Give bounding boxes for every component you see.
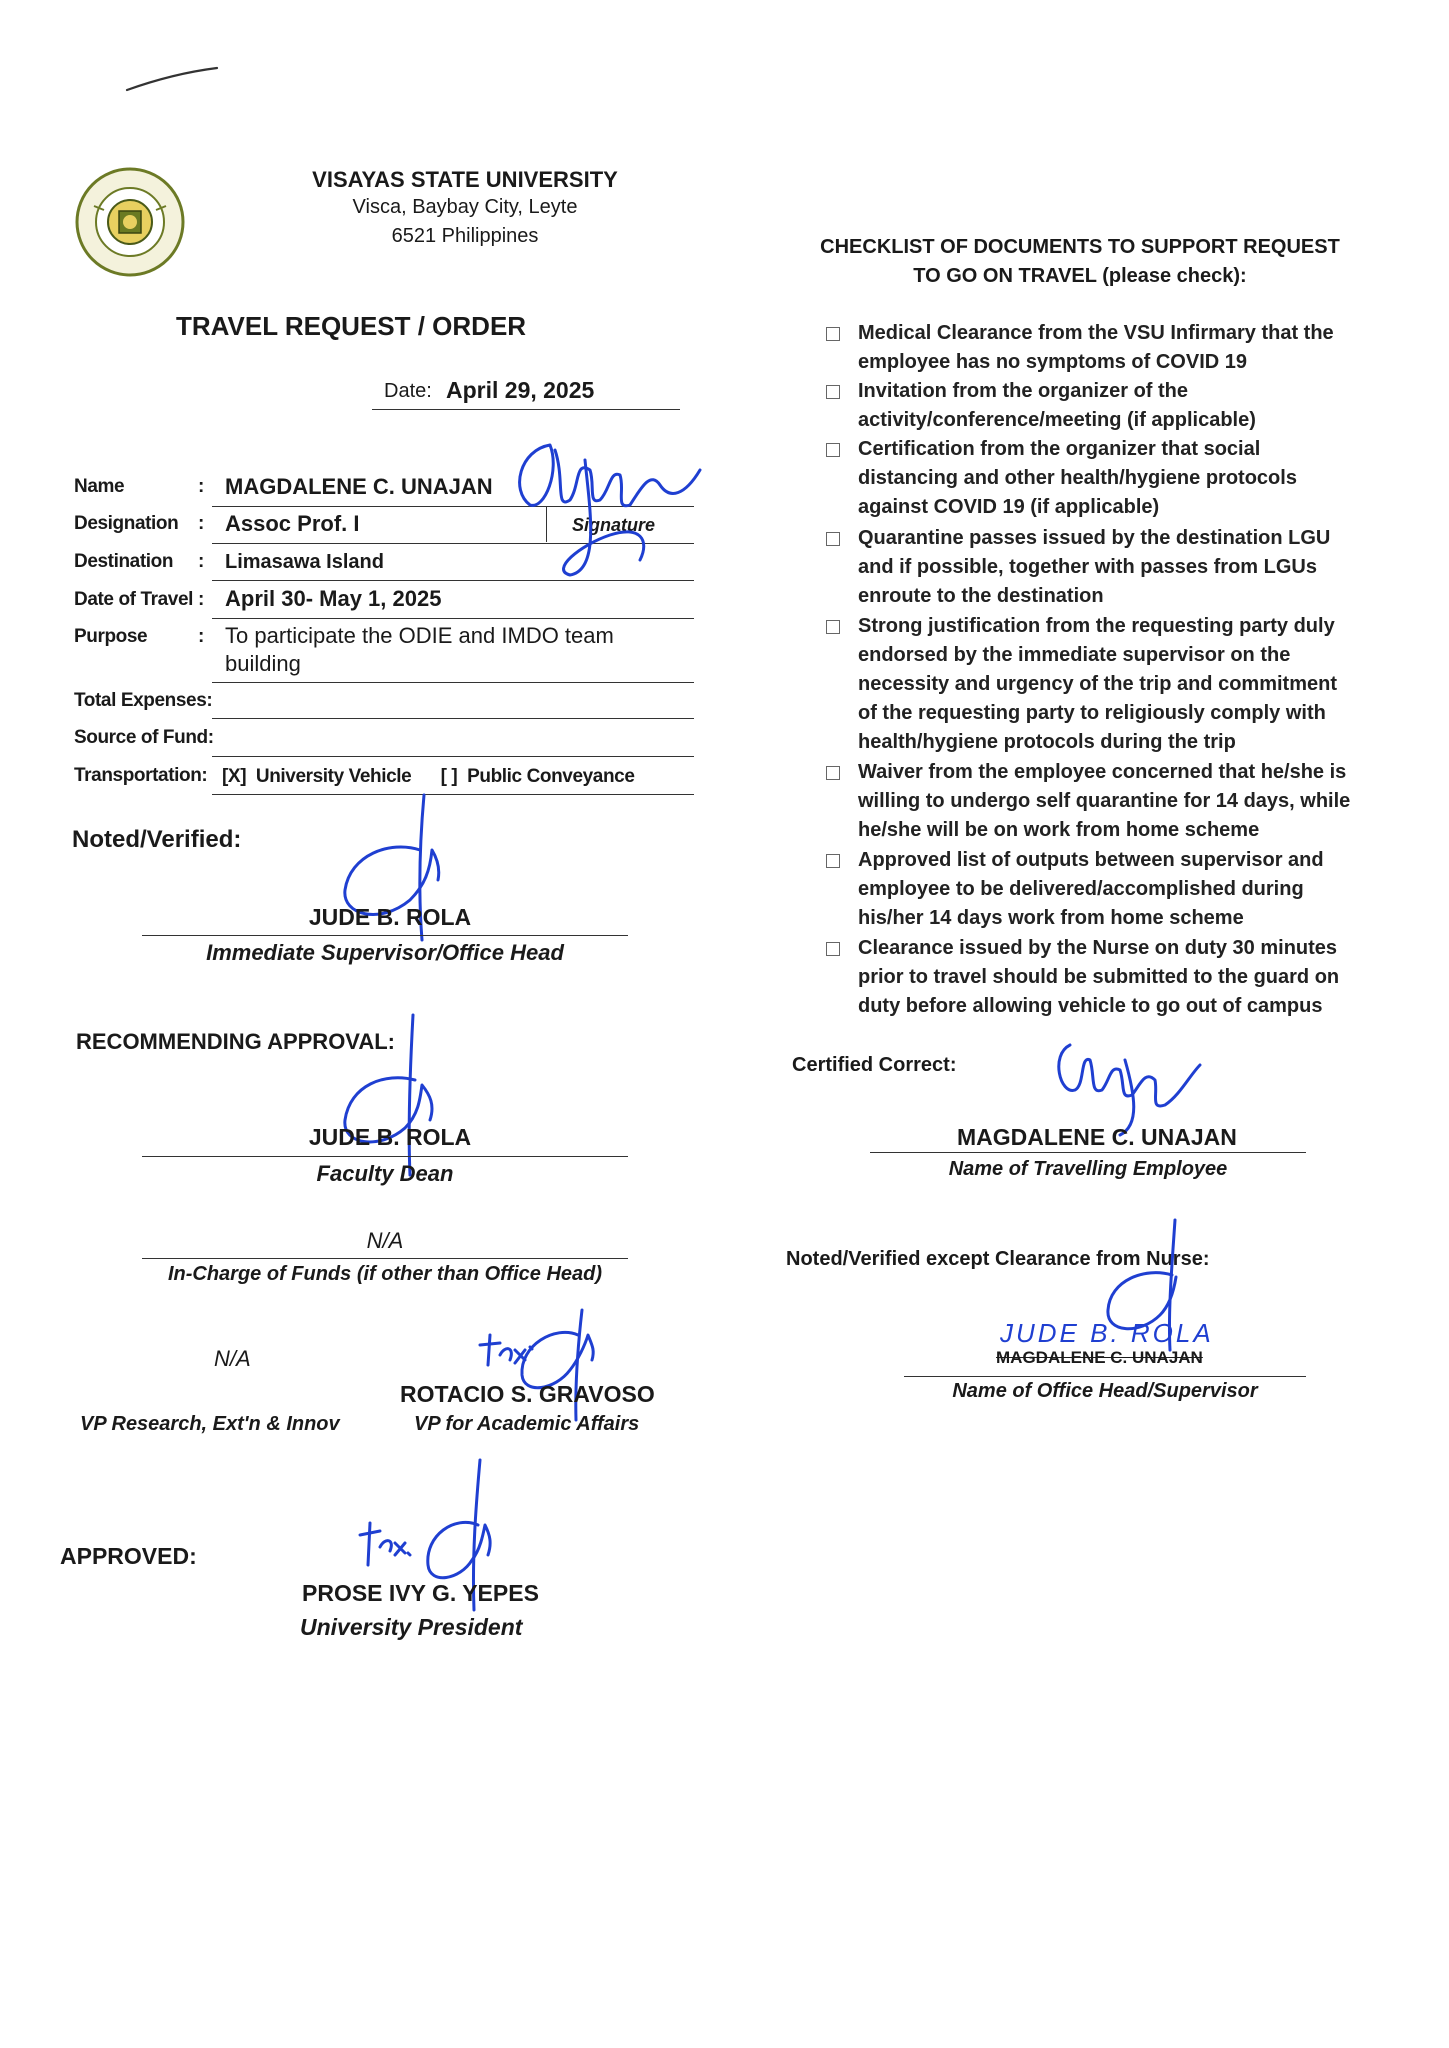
nurse-title: Name of Office Head/Supervisor — [952, 1380, 1258, 1402]
signature-caption: Signature — [572, 515, 656, 535]
noted-signature-line — [142, 935, 628, 936]
checklist-item-3: Certification from the organizer that social distancing and other health/hygiene protocols against COVID 19 (if applicable) — [858, 438, 1297, 518]
checklist-item-8: Clearance issued by the Nurse on duty 30 minutes prior to travel should be submitted to the guard on duty before allowing vehicle to go out of campus — [858, 937, 1340, 1017]
checklist-checkbox-7[interactable] — [826, 854, 840, 868]
pen-mark-scribble — [125, 60, 225, 100]
date-value: April 29, 2025 — [446, 377, 595, 403]
university-address-line2: 6521 Philippines — [391, 225, 539, 247]
source-of-fund-label: Source of Fund: — [74, 727, 214, 748]
funds-value: N/A — [366, 1228, 404, 1253]
checklist-title-line2: TO GO ON TRAVEL (please check): — [913, 265, 1247, 287]
checklist-item-1: Medical Clearance from the VSU Infirmary that the employee has no symptoms of COVID 19 — [858, 322, 1334, 373]
form-title: TRAVEL REQUEST / ORDER — [176, 311, 527, 341]
nurse-printed-name: MAGDALENE C. UNAJAN — [996, 1348, 1203, 1367]
total-expenses-label: Total Expenses: — [74, 690, 213, 711]
university-seal-logo — [74, 166, 186, 278]
president-title: University President — [300, 1614, 523, 1640]
nurse-handwritten-name: JUDE B. ROLA — [1000, 1318, 1214, 1348]
recommending-approval-label: RECOMMENDING APPROVAL: — [76, 1029, 395, 1054]
designation-underline — [212, 543, 694, 544]
checklist-checkbox-2[interactable] — [826, 385, 840, 399]
transportation-options: [X] University Vehicle [ ] Public Conveyance — [222, 766, 635, 787]
date-of-travel-underline — [212, 618, 694, 619]
certified-signature-line — [870, 1152, 1306, 1153]
date-of-travel-value: April 30- May 1, 2025 — [225, 586, 442, 611]
nurse-signature-line — [904, 1376, 1306, 1377]
university-name: VISAYAS STATE UNIVERSITY — [312, 167, 618, 192]
recommending-name: JUDE B. ROLA — [308, 1124, 472, 1150]
president-name: PROSE IVY G. YEPES — [302, 1580, 539, 1606]
name-label: Name — [74, 476, 125, 497]
purpose-underline — [212, 682, 694, 683]
purpose-label: Purpose — [74, 626, 148, 647]
recommending-signature-line — [142, 1156, 628, 1157]
certified-title: Name of Travelling Employee — [948, 1158, 1228, 1180]
destination-underline — [212, 580, 694, 581]
checklist-checkbox-3[interactable] — [826, 443, 840, 457]
vp-academic-name: ROTACIO S. GRAVOSO — [400, 1381, 655, 1407]
destination-sep: : — [198, 551, 204, 572]
checklist-item-7: Approved list of outputs between supervisor and employee to be delivered/accomplished during his/her 14 days work from home scheme — [858, 849, 1324, 929]
designation-value: Assoc Prof. I — [225, 511, 360, 536]
vp-research-title: VP Research, Ext'n & Innov — [80, 1413, 340, 1435]
transportation-label: Transportation: — [74, 765, 208, 786]
transportation-underline — [212, 794, 694, 795]
approved-label: APPROVED: — [60, 1543, 197, 1569]
noted-verified-label: Noted/Verified: — [72, 826, 242, 853]
date-underline — [372, 409, 680, 410]
name-value: MAGDALENE C. UNAJAN — [225, 474, 493, 499]
source-of-fund-line — [212, 756, 694, 757]
checklist-checkbox-1[interactable] — [826, 327, 840, 341]
date-of-travel-sep: : — [198, 589, 204, 610]
name-sep: : — [198, 476, 204, 497]
certified-name: MAGDALENE C. UNAJAN — [957, 1124, 1237, 1150]
checklist-checkbox-8[interactable] — [826, 942, 840, 956]
vp-research-value: N/A — [214, 1346, 251, 1371]
vp-academic-title: VP for Academic Affairs — [414, 1413, 640, 1435]
checklist-item-4: Quarantine passes issued by the destination LGU and if possible, together with passes from LGUs enroute to the destination — [858, 527, 1331, 607]
funds-title: In-Charge of Funds (if other than Office Head) — [167, 1263, 603, 1285]
checklist-item-6: Waiver from the employee concerned that he/she is willing to undergo self quarantine for 14 days, while he/she will be on work from home scheme — [858, 761, 1351, 841]
university-address-line1: Visca, Baybay City, Leyte — [352, 196, 578, 218]
checklist-title-line1: CHECKLIST OF DOCUMENTS TO SUPPORT REQUEST — [820, 236, 1340, 258]
total-expenses-line — [212, 718, 694, 719]
checklist-checkbox-6[interactable] — [826, 766, 840, 780]
destination-value: Limasawa Island — [225, 551, 384, 573]
checklist-item-2: Invitation from the organizer of the activity/conference/meeting (if applicable) — [858, 380, 1256, 431]
noted-title: Immediate Supervisor/Office Head — [206, 940, 564, 965]
noted-name: JUDE B. ROLA — [308, 904, 472, 930]
funds-signature-line — [142, 1258, 628, 1259]
designation-label: Designation — [74, 513, 179, 534]
date-of-travel-label: Date of Travel — [74, 589, 194, 610]
nurse-noted-label: Noted/Verified except Clearance from Nurse: — [786, 1248, 1210, 1270]
purpose-value: To participate the ODIE and IMDO team building — [225, 623, 614, 676]
certified-correct-label: Certified Correct: — [792, 1054, 957, 1076]
destination-label: Destination — [74, 551, 174, 572]
designation-sep: : — [198, 513, 204, 534]
checklist-item-5: Strong justification from the requesting party duly endorsed by the immediate supervisor on the necessity and urgency of the trip and commitment of the requesting party to religiously comply with health/hygiene protocols during the trip — [858, 615, 1337, 753]
checklist-checkbox-5[interactable] — [826, 620, 840, 634]
date-label: Date: — [384, 380, 432, 402]
checklist-checkbox-4[interactable] — [826, 532, 840, 546]
recommending-title: Faculty Dean — [316, 1161, 454, 1186]
purpose-sep: : — [198, 626, 204, 647]
